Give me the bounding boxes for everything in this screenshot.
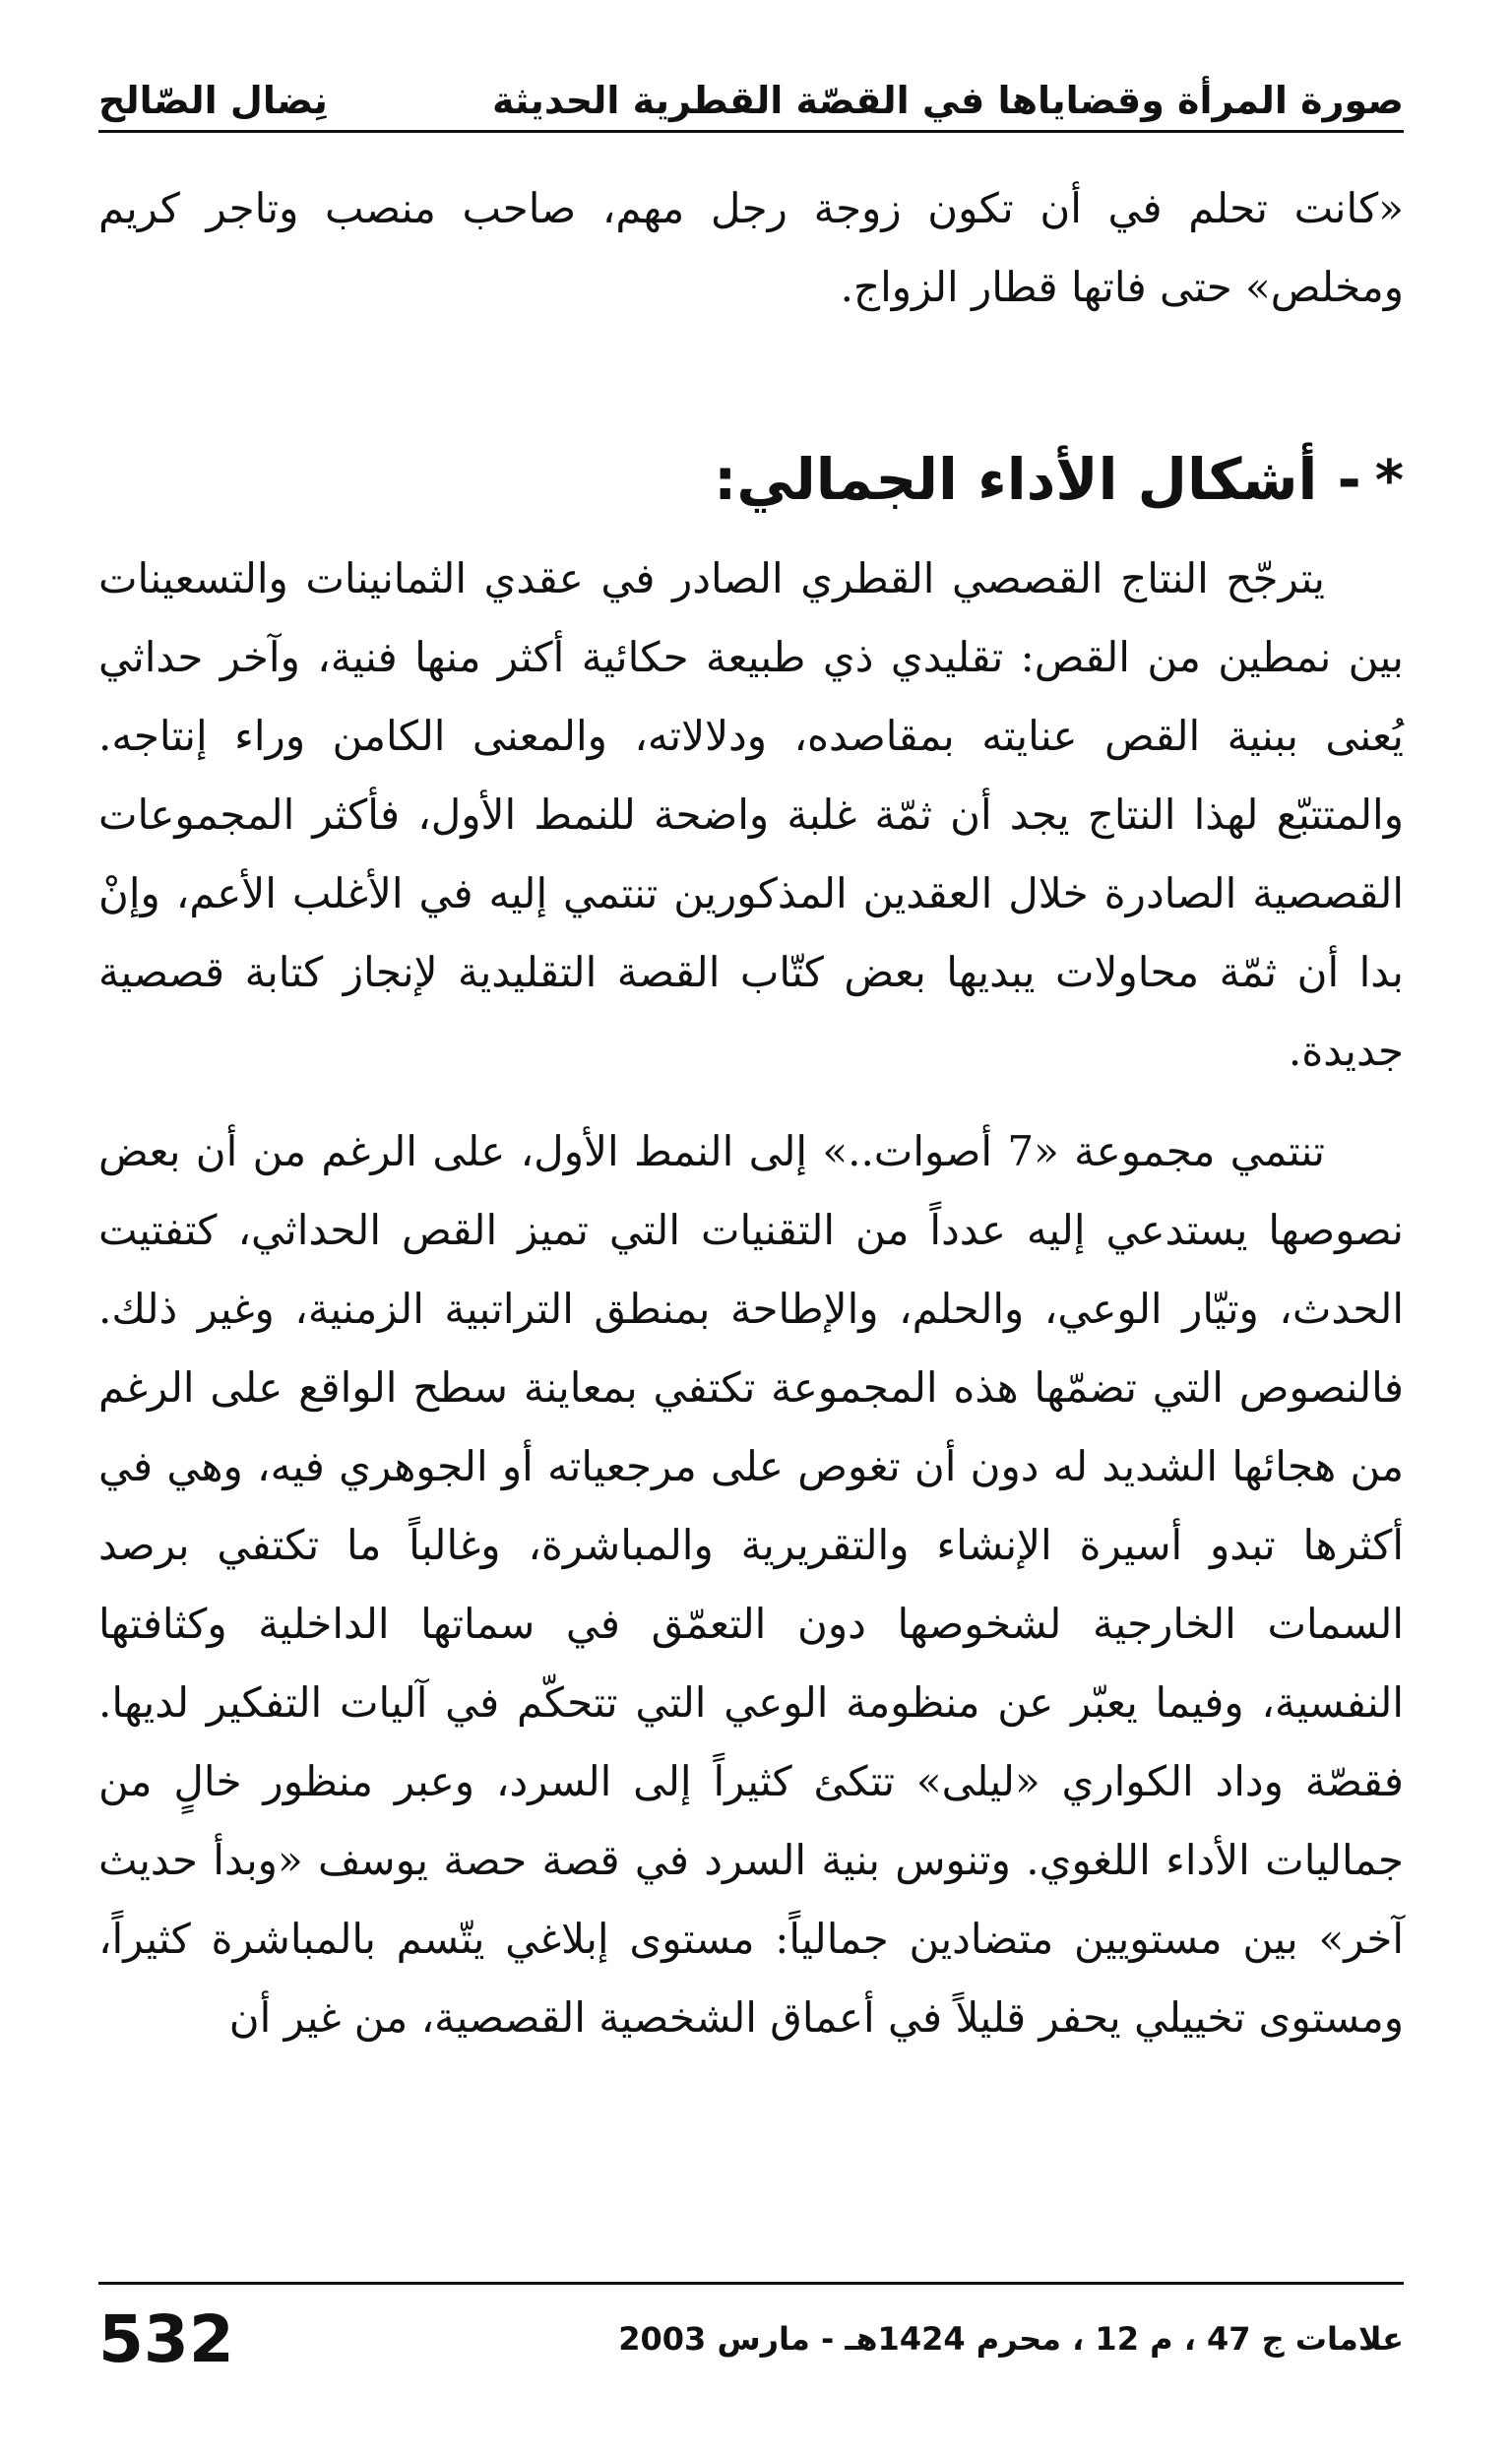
intro-quote: «كانت تحلم في أن تكون زوجة رجل مهم، صاحب منصب وتاجر كريم ومخلص» حتى فاتها قطار الزواج. — [98, 184, 1404, 311]
paragraph-2: تنتمي مجموعة «7 أصوات..» إلى النمط الأول، على الرغم من أن بعض نصوصها يستدعي إليه عدداً من التقنيات التي تميز القص الحداثي، كتفتيت الحدث، وتيّار الوعي، والحلم، والإطاحة بمنطق التراتبية الزمنية، وغير ذلك. فالنصوص التي تضمّها هذه المجموعة تكتفي بمعاينة سطح الواقع على الرغم من هجائها الشديد له دون أن تغوص على مرجعياته أو الجوهري فيه، وهي في أكثرها تبدو أسيرة الإنشاء والتقريرية والمباشرة، وغالباً ما تكتفي برصد السمات الخارجية لشخوصها دون التعمّق في سماتها الداخلية وكثافتها النفسية، وفيما يعبّر عن منظومة الوعي التي تتحكّم في آليات التفكير لديها. فقصّة وداد الكواري «ليلى» تتكئ كثيراً إلى السرد، وعبر منظور خالٍ من جماليات الأداء اللغوي. وتنوس بنية السرد في قصة حصة يوسف «وبدأ حديث آخر» بين مستويين متضادين جمالياً: مستوى إبلاغي يتّسم بالمباشرة كثيراً، ومستوى تخييلي يحفر قليلاً في أعماق الشخصية القصصية، من غير أن — [98, 1127, 1404, 2042]
header-author: نِضال الصّالح — [98, 79, 328, 122]
page-footer — [98, 2300, 1404, 2378]
journal-info: علامات ج 47 ، م 12 ، محرم 1424هـ - مارس 2003 — [618, 2320, 1404, 2358]
running-header — [98, 53, 1404, 122]
section-heading-text: - أشكال الأداء الجمالي: — [714, 446, 1361, 513]
asterisk-marker: * — [1374, 449, 1404, 513]
section-heading — [98, 435, 1404, 526]
page-body — [98, 169, 1404, 2057]
header-divider — [98, 130, 1404, 133]
page — [98, 0, 1404, 2457]
paragraph-1: يترجّح النتاج القصصي القطري الصادر في عقدي الثمانينات والتسعينات بين نمطين من القص: تقليدي ذي طبيعة حكائية أكثر منها فنية، وآخر حداثي يُعنى ببنية القص عنايته بمقاصده، ودلالاته، والمعنى الكامن وراء إنتاجه. والمتتبّع لهذا النتاج يجد أن ثمّة غلبة واضحة للنمط الأول، فأكثر المجموعات القصصية الصادرة خلال العقدين المذكورين تنتمي إليه في الأغلب الأعم، وإنْ بدا أن ثمّة محاولات يبديها بعض كتّاب القصة التقليدية لإنجاز كتابة قصصية جديدة. — [98, 554, 1405, 1075]
header-title: صورة المرأة وقضاياها في القصّة القطرية الحديثة — [492, 79, 1404, 122]
footer-divider — [98, 2282, 1404, 2285]
page-number: 532 — [98, 2300, 234, 2377]
